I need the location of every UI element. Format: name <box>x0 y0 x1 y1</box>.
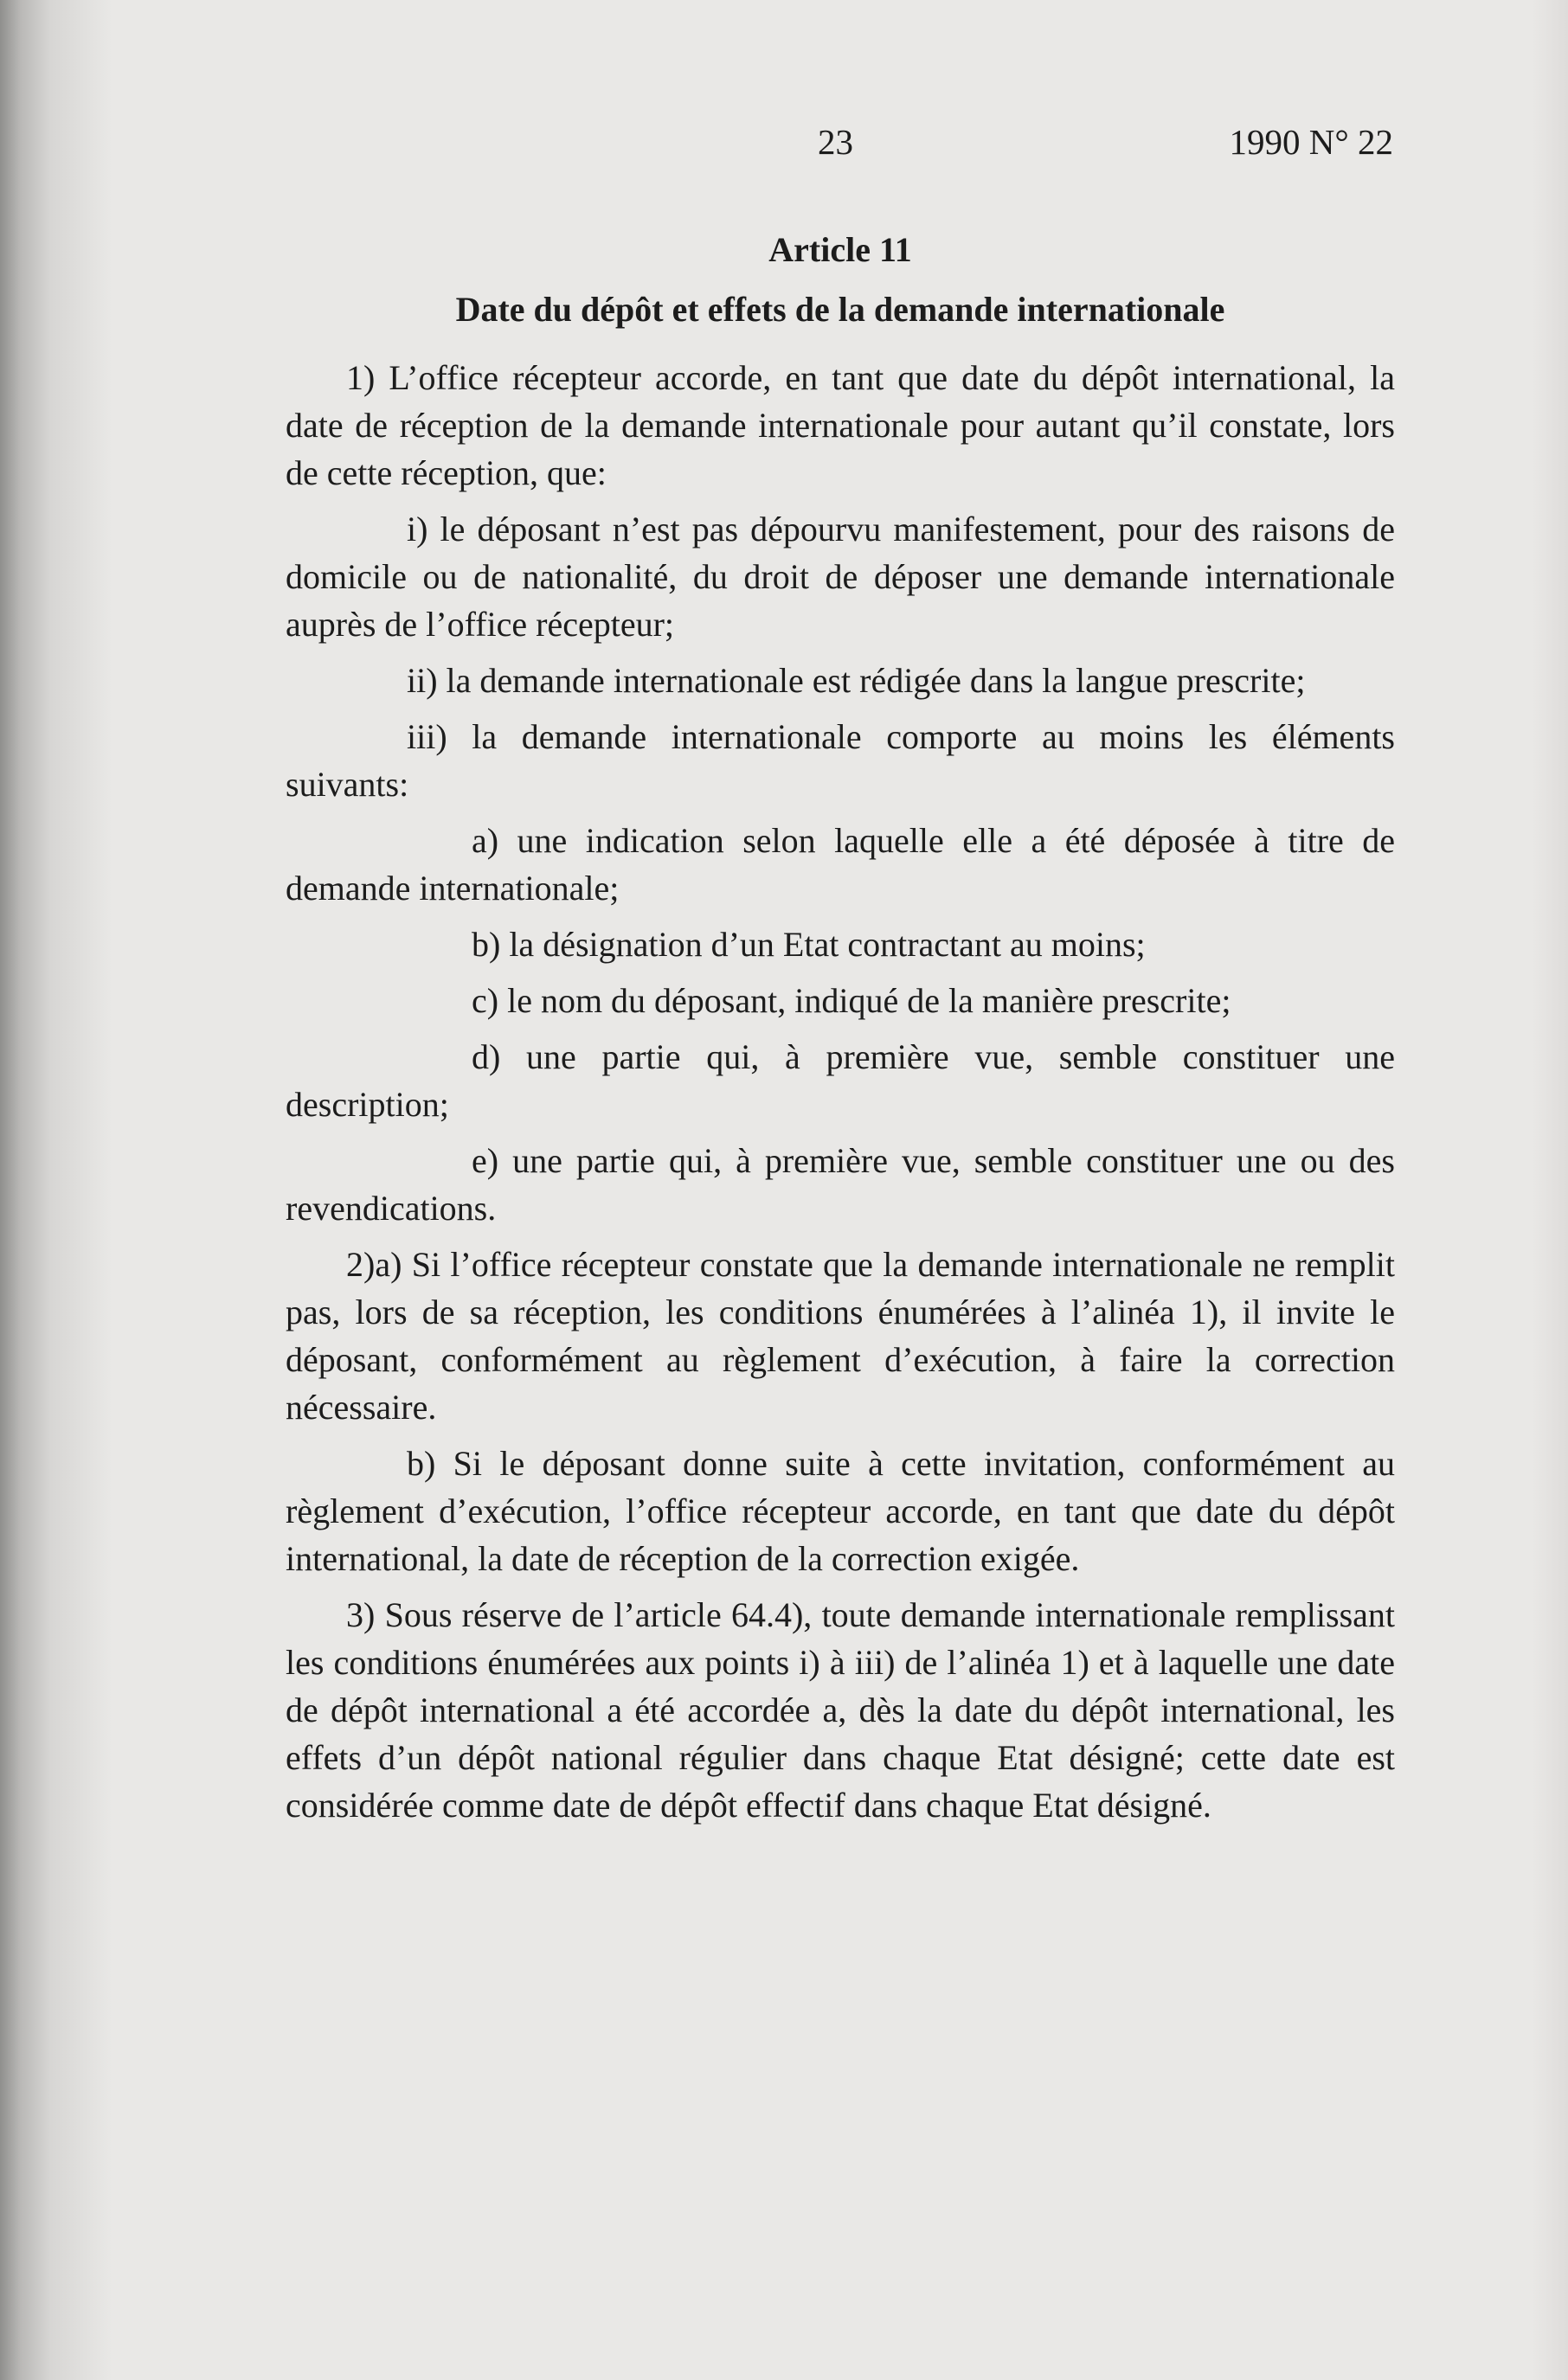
subitem-c: c) le nom du déposant, indiqué de la manière prescrite; <box>472 981 1231 1020</box>
paragraph-1: 1) L’office récepteur accorde, en tant que date du dépôt international, la date de réception de la demande internationale pour autant qu’il constate, lors de cette réception, que: <box>286 358 1395 492</box>
item-iii: iii) la demande internationale comporte au moins les éléments suivants: <box>286 717 1395 804</box>
paragraph-3: 3) Sous réserve de l’article 64.4), toute demande internationale remplissant les conditions énumérées aux points i) à iii) de l’alinéa 1) et à laquelle une date de dépôt international a été accordée a, dès la date du dépôt international, les effets d’un dépôt national régulier dans chaque Etat désigné; cette date est considérée comme date de dépôt effectif dans chaque Etat désigné. <box>286 1595 1395 1825</box>
article-subtitle: Date du dépôt et effets de la demande internationale <box>455 290 1225 329</box>
subitem-b: b) la désignation d’un Etat contractant au moins; <box>472 925 1146 964</box>
page-edge <box>1532 0 1568 2380</box>
binding-gutter-shadow <box>0 0 112 2380</box>
item-ii: ii) la demande internationale est rédigée dans la langue prescrite; <box>407 661 1306 700</box>
paragraph-2b: b) Si le déposant donne suite à cette invitation, conformément au règlement d’exécution, l’office récepteur accorde, en tant que date du dépôt international, la date de réception de la correction exigée. <box>286 1444 1395 1578</box>
paragraph-2a: 2)a) Si l’office récepteur constate que la demande internationale ne remplit pas, lors de sa réception, les conditions énumérées à l’alinéa 1), il invite le déposant, conformément au règlement d’exécution, à faire la correction nécessaire. <box>286 1245 1395 1427</box>
journal-reference: 1990 N° 22 <box>1229 122 1393 162</box>
subitem-a: a) une indication selon laquelle elle a été déposée à titre de demande internationale; <box>286 821 1395 908</box>
subitem-e: e) une partie qui, à première vue, semble constituer une ou des revendications. <box>286 1141 1395 1228</box>
item-i: i) le déposant n’est pas dépourvu manifestement, pour des raisons de domicile ou de nationalité, du droit de déposer une demande internationale auprès de l’office récepteur; <box>286 510 1395 644</box>
page-header <box>286 121 1393 173</box>
article-title: Article 11 <box>768 230 912 269</box>
article-body <box>286 229 1395 1838</box>
subitem-d: d) une partie qui, à première vue, semble constituer une description; <box>286 1037 1395 1124</box>
page-number: 23 <box>818 122 853 162</box>
